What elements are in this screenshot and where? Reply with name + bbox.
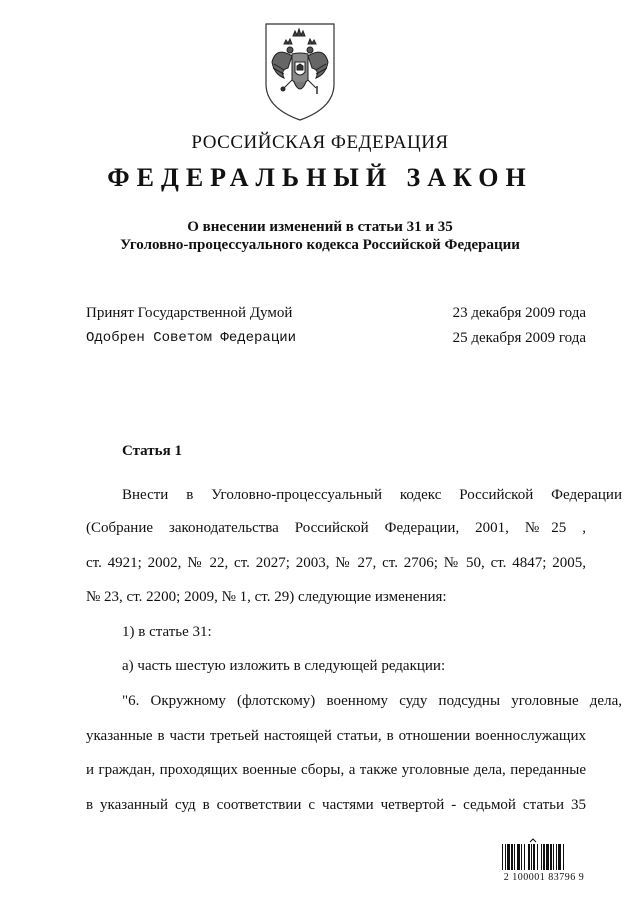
article-line: в указанный суд в соответствии с частями четвертой - седьмой статьи 35	[86, 797, 586, 813]
adopted-label: Принят Государственной Думой	[86, 305, 293, 321]
barcode-number: 2 100001 83796 9	[503, 872, 585, 883]
article-line: № 23, ст. 2200; 2009, № 1, ст. 29) следующие изменения:	[86, 589, 447, 605]
approved-label: Одобрен Советом Федерации	[86, 330, 297, 346]
article-line: (Собрание законодательства Российской Федерации, 2001, №25 ,	[86, 520, 586, 536]
article-line: Внести в Уголовно-процессуальный кодекс Российской Федерации	[122, 487, 622, 503]
article-line: 1) в статье 31:	[122, 624, 212, 640]
article-line: ст. 4921; 2002, № 22, ст. 2027; 2003, № 27, ст. 2706; № 50, ст. 4847; 2005,	[86, 555, 586, 571]
law-title-line-1: О внесении изменений в статьи 31 и 35	[187, 219, 453, 235]
article-line: указанные в части третьей настоящей статьи, в отношении военнослужащих	[86, 728, 586, 744]
law-title	[0, 218, 640, 254]
coat-of-arms-emblem	[262, 22, 338, 122]
adopted-date: 23 декабря 2009 года	[452, 305, 586, 321]
country-heading: РОССИЙСКАЯ ФЕДЕРАЦИЯ	[191, 132, 449, 153]
law-title-line-2: Уголовно-процессуального кодекса Российской Федерации	[120, 237, 520, 253]
article-heading: Статья 1	[122, 443, 182, 459]
article-line: и граждан, проходящих военные сборы, а также уголовные дела, переданные	[86, 762, 586, 778]
article-line: а) часть шестую изложить в следующей редакции:	[122, 658, 446, 674]
law-type-heading: ФЕДЕРАЛЬНЫЙ ЗАКОН	[107, 163, 533, 192]
approved-date: 25 декабря 2009 года	[452, 330, 586, 346]
article-line: "6. Окружному (флотскому) военному суду подсудны уголовные дела,	[122, 693, 622, 709]
